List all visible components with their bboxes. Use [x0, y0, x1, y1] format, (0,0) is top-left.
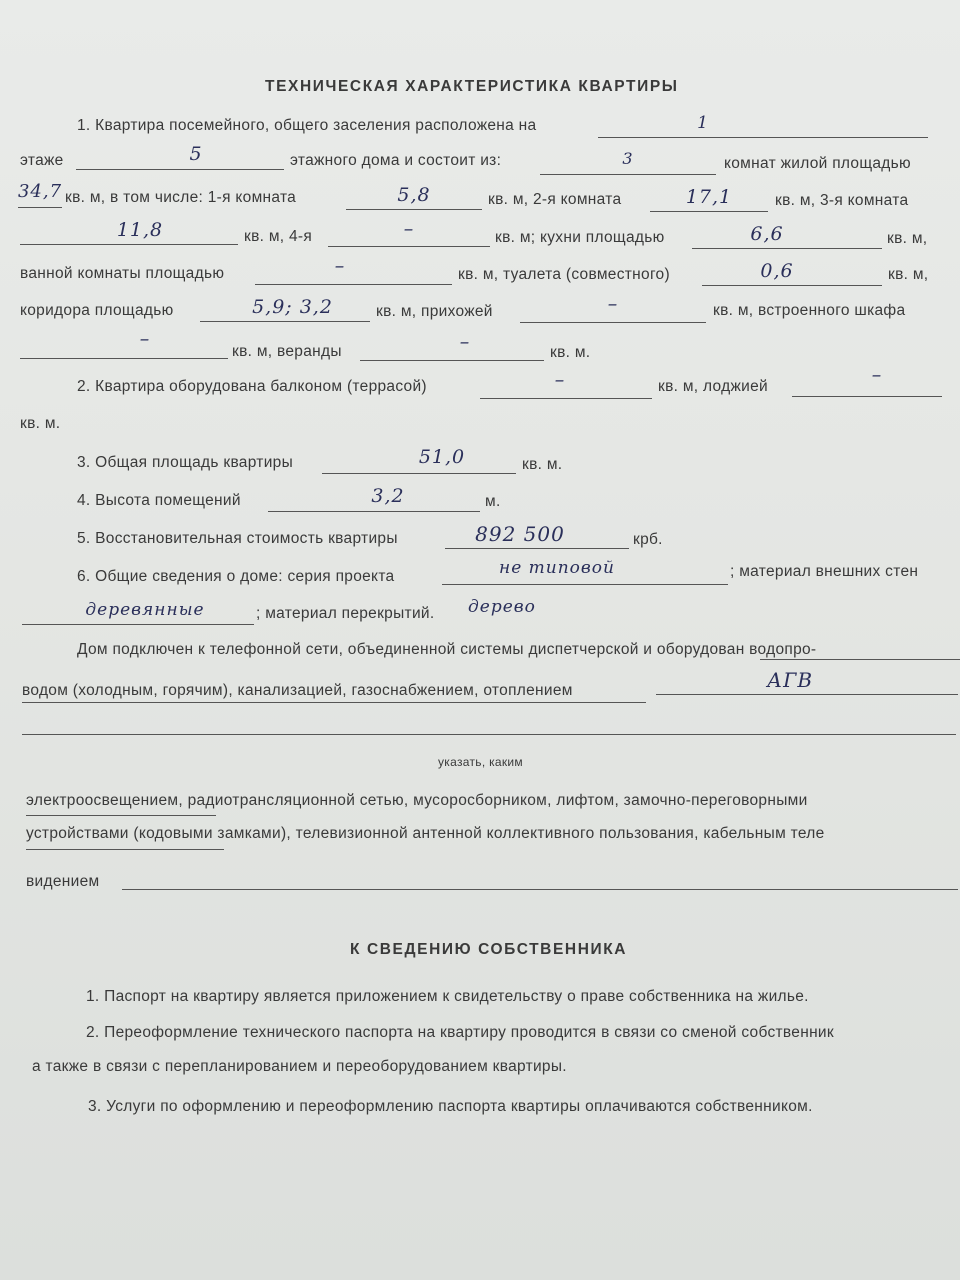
rooms-blank: [540, 174, 716, 175]
p5-text-a: 5. Восстановительная стоимость квартиры: [77, 530, 398, 547]
notice-1: 1. Паспорт на квартиру является приложением к свидетельству о праве собственника на жилье.: [86, 988, 809, 1005]
corridor-value: 5,9; 3,2: [252, 296, 333, 318]
p1-text-j: кв. м,: [887, 230, 928, 247]
veranda-blank: [360, 360, 544, 361]
bath-value: –: [334, 255, 346, 277]
heating-blank: [656, 694, 958, 695]
p1-text-q: кв. м, веранды: [232, 343, 342, 360]
room1-value: 5,8: [397, 184, 431, 206]
notice-heading: К СВЕДЕНИЮ СОБСТВЕННИКА: [350, 941, 628, 958]
balcony-value: –: [554, 369, 566, 391]
p1-text-r: кв. м.: [550, 344, 591, 361]
dom-text-a: Дом подключен к телефонной сети, объединенной системы диспетчерской и оборудован водопро-: [77, 641, 817, 658]
p1-text-i: кв. м; кухни площадью: [495, 229, 665, 246]
p3-text-b: кв. м.: [522, 456, 563, 473]
p1-text-p: кв. м, встроенного шкафа: [713, 302, 906, 319]
p1-text-d: комнат жилой площадью: [724, 155, 911, 172]
p1-text-b: этаже: [20, 152, 64, 169]
dom-hint: указать, каким: [438, 755, 523, 769]
p1-text-l: кв. м, туалета (совместного): [458, 266, 670, 283]
kitchen-blank: [692, 248, 882, 249]
room2-value: 17,1: [685, 186, 733, 208]
p3-text-a: 3. Общая площадь квартиры: [77, 454, 294, 471]
dom-text-d: устройствами (кодовыми замками), телевизионной антенной коллективного пользования, кабельным теле: [26, 825, 825, 842]
notice-2a: 2. Переоформление технического паспорта на квартиру проводится в связи со сменой собственник: [86, 1024, 834, 1041]
p4-text-b: м.: [485, 493, 501, 510]
kitchen-value: 6,6: [750, 223, 784, 245]
p1-text-o: кв. м, прихожей: [376, 303, 493, 320]
p6-text-c: ; материал перекрытий.: [256, 605, 435, 622]
total-area-blank: [322, 473, 516, 474]
main-heading: ТЕХНИЧЕСКАЯ ХАРАКТЕРИСТИКА КВАРТИРЫ: [265, 78, 679, 95]
loggia-value: –: [871, 364, 883, 386]
dom-text-e: видением: [26, 873, 100, 890]
floors-material-value: дерево: [468, 597, 536, 617]
bath-blank: [255, 284, 452, 285]
dom-underline-a: [760, 659, 960, 660]
height-blank: [268, 511, 480, 512]
p2-text-c: кв. м.: [20, 415, 61, 432]
p4-text-a: 4. Высота помещений: [77, 492, 241, 509]
cost-value: 892 500: [475, 522, 565, 546]
walls-value: деревянные: [85, 600, 205, 620]
floor-value: 1: [697, 113, 709, 133]
notice-3: 3. Услуги по оформлению и переоформлению паспорта квартиры оплачиваются собственником.: [88, 1098, 813, 1115]
living-area-value: 34,7: [17, 181, 63, 202]
p6-text-a: 6. Общие сведения о доме: серия проекта: [77, 568, 395, 585]
walls-blank: [22, 624, 254, 625]
p5-text-b: крб.: [633, 531, 663, 548]
room3-value: 11,8: [116, 219, 164, 241]
closet-value: –: [139, 328, 151, 350]
notice-2b: а также в связи с перепланированием и переоборудованием квартиры.: [32, 1058, 567, 1075]
room3-blank: [20, 244, 238, 245]
balcony-blank: [480, 398, 652, 399]
total-area-value: 51,0: [418, 446, 466, 468]
p6-text-b: ; материал внешних стен: [730, 563, 919, 580]
toilet-blank: [702, 285, 882, 286]
dom-underline-c: [26, 815, 216, 816]
p2-text-b: кв. м, лоджией: [658, 378, 768, 395]
hall-blank: [520, 322, 706, 323]
veranda-value: –: [459, 331, 471, 353]
series-blank: [442, 584, 728, 585]
height-value: 3,2: [371, 485, 405, 507]
heating-value: АГВ: [766, 668, 814, 692]
cost-blank: [445, 548, 629, 549]
room2-blank: [650, 211, 768, 212]
p1-text-m: кв. м,: [888, 266, 929, 283]
p1-text-k: ванной комнаты площадью: [20, 265, 225, 282]
closet-blank: [20, 358, 228, 359]
series-value: не типовой: [499, 558, 615, 578]
toilet-value: 0,6: [760, 260, 794, 282]
dom-underline-d: [26, 849, 224, 850]
p1-text-a: 1. Квартира посемейного, общего заселения расположена на: [77, 117, 537, 134]
corridor-blank: [200, 321, 370, 322]
floor-blank: [598, 137, 928, 138]
p1-text-h: кв. м, 4-я: [244, 228, 313, 245]
floors-total-value: 5: [189, 143, 203, 165]
room1-blank: [346, 209, 482, 210]
hall-value: –: [607, 293, 619, 315]
living-area-blank: [18, 207, 62, 208]
p1-text-e: кв. м, в том числе: 1-я комната: [65, 189, 297, 206]
dom-underline-b: [22, 702, 646, 703]
floors-total-blank: [76, 169, 284, 170]
p1-text-n: коридора площадью: [20, 302, 174, 319]
room4-blank: [328, 246, 490, 247]
p1-text-c: этажного дома и состоит из:: [290, 152, 502, 169]
rooms-value: 3: [622, 149, 634, 168]
dom-text-b: водом (холодным, горячим), канализацией, газоснабжением, отоплением: [22, 682, 573, 699]
p1-text-f: кв. м, 2-я комната: [488, 191, 622, 208]
loggia-blank: [792, 396, 942, 397]
dom-text-c: электроосвещением, радиотрансляционной сетью, мусоросборником, лифтом, замочно-переговорными: [26, 792, 808, 809]
dom-underline-e: [122, 889, 958, 890]
dom-extra-line: [22, 734, 956, 735]
p2-text-a: 2. Квартира оборудована балконом (террасой): [77, 378, 427, 395]
p1-text-g: кв. м, 3-я комната: [775, 192, 909, 209]
room4-value: –: [403, 218, 415, 240]
